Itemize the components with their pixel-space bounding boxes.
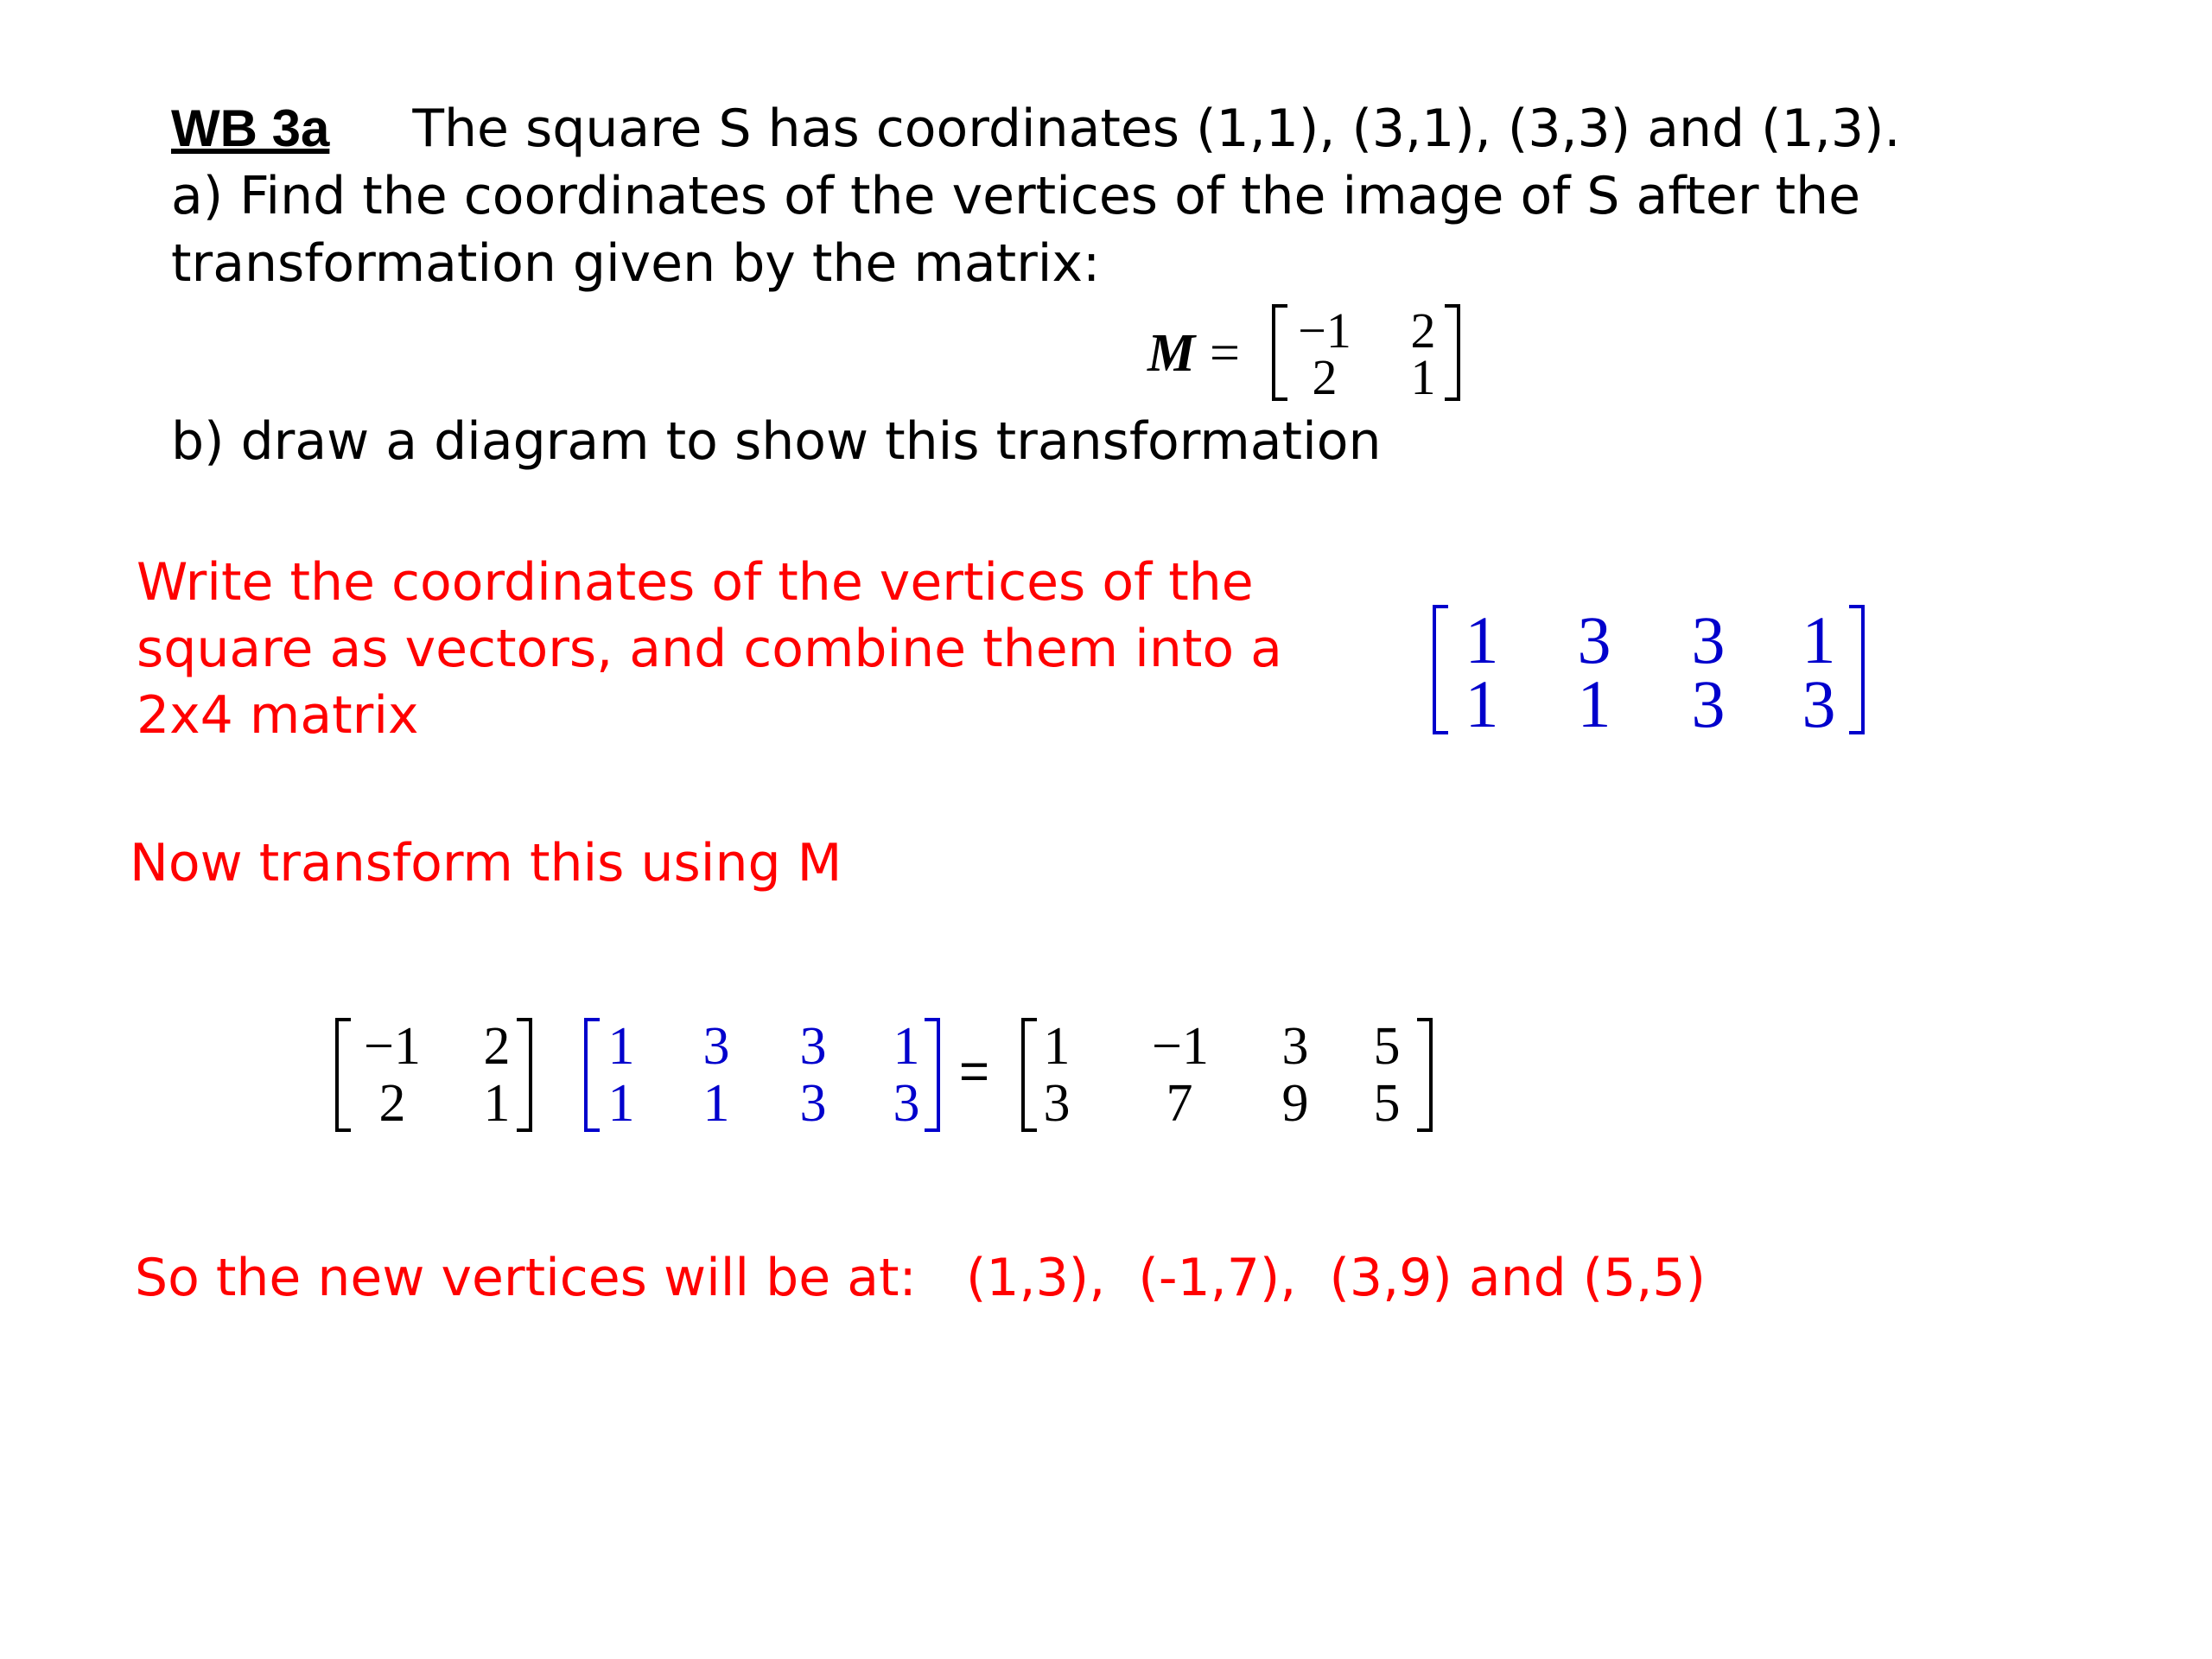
square-matrix-cell: 1 [1577,666,1611,741]
square-matrix-cell: 3 [1577,602,1611,677]
square-vertex-matrix [1433,602,1865,741]
product-s-cell: 1 [607,1017,635,1076]
step2-instruction: Now transform this using M [130,833,842,893]
square-matrix-cell: 3 [1691,666,1726,741]
matrix-equals: = [1210,324,1240,383]
question-statement: The square S has coordinates (1,1), (3,1), (3,3) and (1,3). [412,99,1901,159]
step1-line-3: 2x4 matrix [137,685,419,746]
square-matrix-cell: 3 [1691,602,1726,677]
matrix-m-cell: 2 [1410,302,1436,359]
question-tag: WB 3a [171,99,330,157]
question-line-1 [171,95,1900,162]
product-s-cell: 1 [702,1074,730,1133]
question-part-a-line-2: transformation given by the matrix: [171,233,1101,294]
product-matrix-m [335,1018,532,1132]
result-cell: 9 [1281,1074,1309,1133]
product-m-cell: 2 [483,1017,511,1076]
result-cell: 5 [1373,1017,1401,1076]
product-s-cell: 1 [893,1017,920,1076]
product-s-cell: 3 [799,1074,827,1133]
result-cell: 3 [1281,1017,1309,1076]
matrix-m-cell: −1 [1298,302,1351,359]
matrix-m [1272,302,1460,405]
product-s-cell: 1 [607,1074,635,1133]
step1-line-2: square as vectors, and combine them into a [137,619,1282,679]
matrix-label: M [1147,324,1196,383]
product-s-cell: 3 [893,1074,920,1133]
product-s-cell: 3 [799,1017,827,1076]
product-m-cell: 1 [483,1074,511,1133]
product-m-cell: −1 [364,1017,421,1076]
result-cell: 5 [1373,1074,1401,1133]
result-cell: 7 [1166,1074,1193,1133]
result-cell: −1 [1152,1017,1209,1076]
step1-line-1: Write the coordinates of the vertices of the [137,552,1254,613]
square-matrix-cell: 1 [1465,666,1499,741]
square-matrix-cell: 3 [1802,666,1836,741]
product-equals: = [959,1042,990,1100]
question-part-b: b) draw a diagram to show this transformation [171,411,1382,472]
matrix-m-cell: 1 [1410,349,1436,405]
matrix-m-cell: 2 [1312,349,1338,405]
question-part-a-line-1: a) Find the coordinates of the vertices of the image of S after the [171,166,1861,226]
product-result-matrix [1021,1018,1433,1132]
result-cell: 1 [1043,1017,1071,1076]
square-matrix-cell: 1 [1465,602,1499,677]
product-matrix-square [584,1018,940,1132]
result-cell: 3 [1043,1074,1071,1133]
conclusion-text: So the new vertices will be at: (1,3), (-1,7), (3,9) and (5,5) [135,1248,1707,1308]
product-s-cell: 3 [702,1017,730,1076]
square-matrix-cell: 1 [1802,602,1836,677]
product-m-cell: 2 [378,1074,406,1133]
